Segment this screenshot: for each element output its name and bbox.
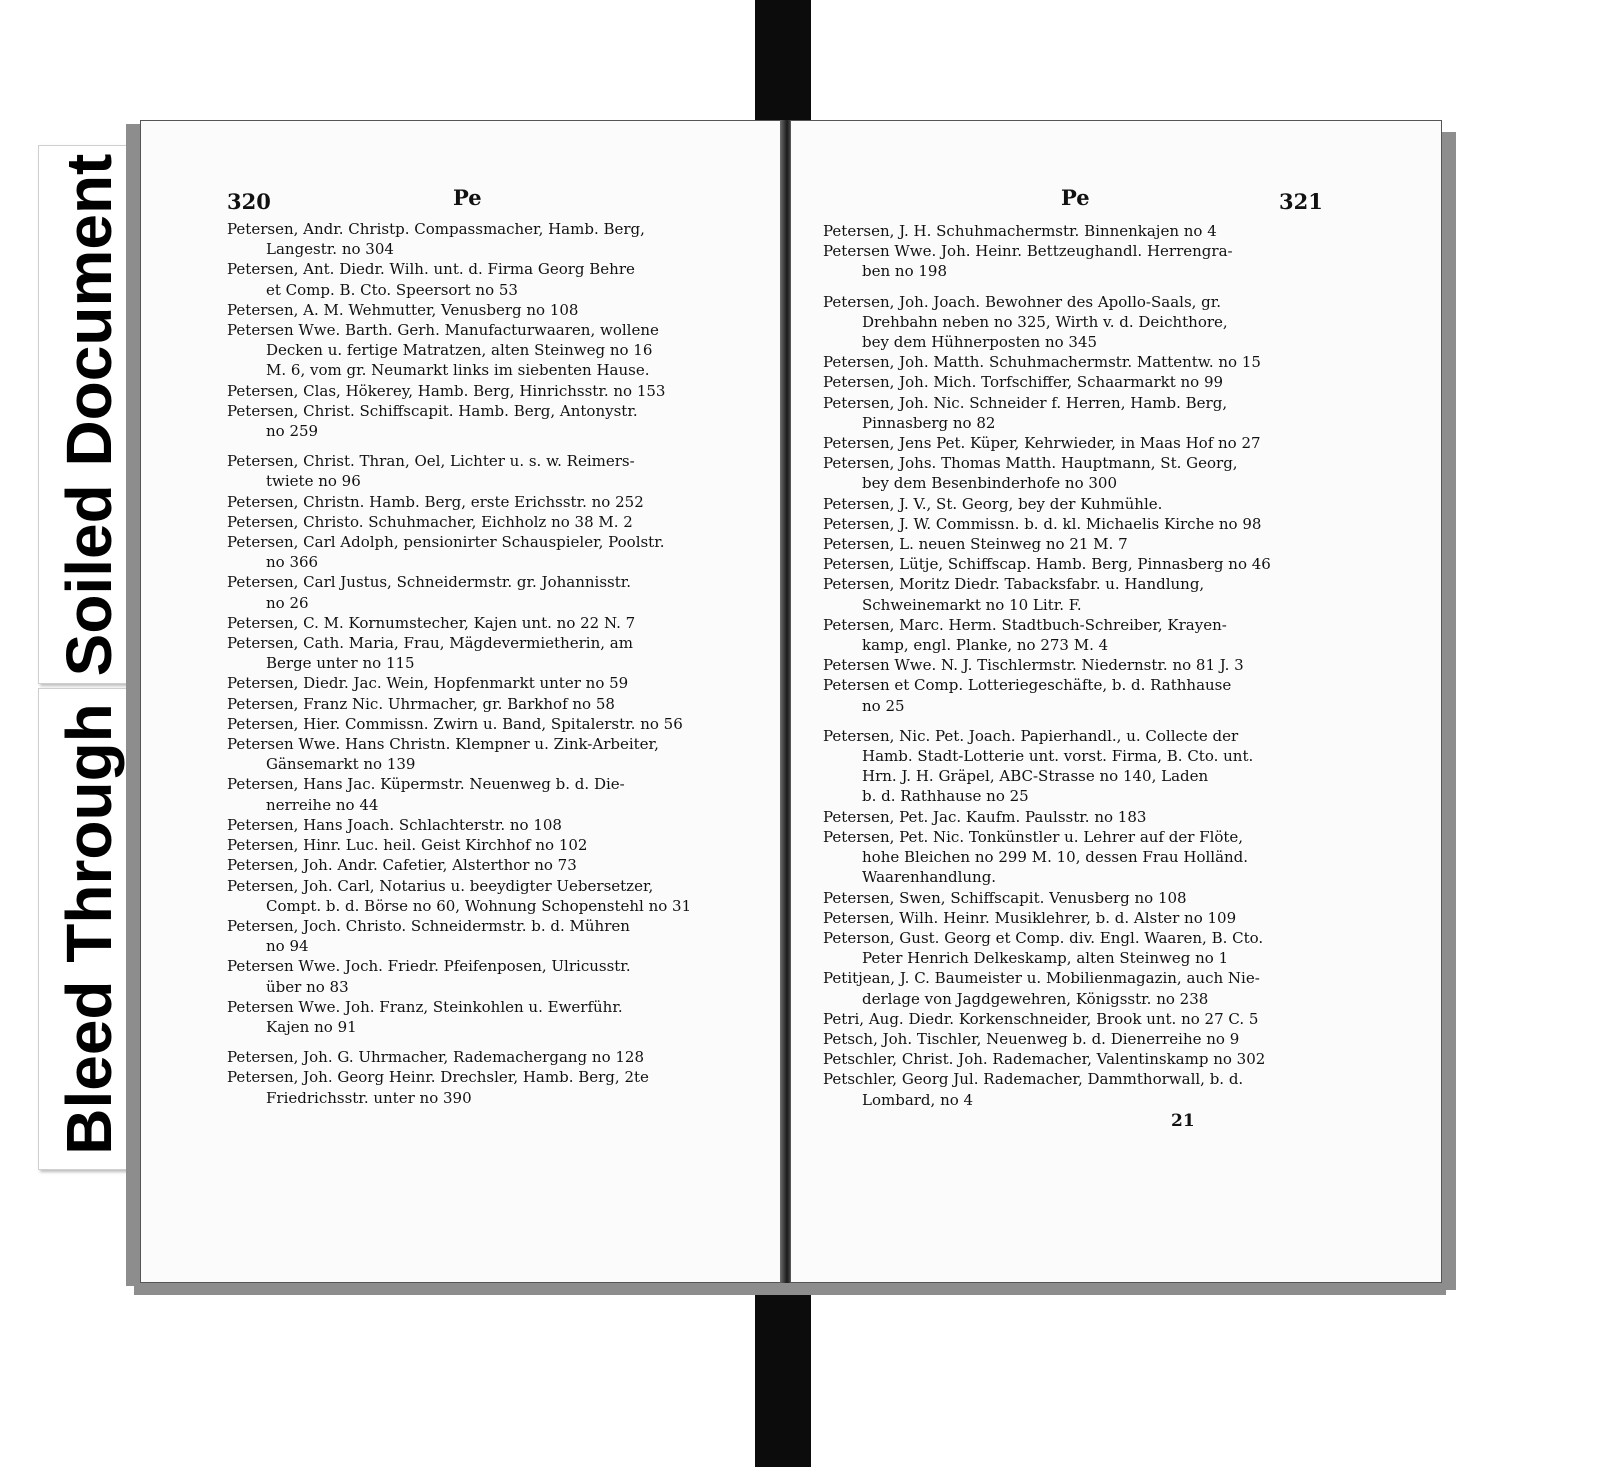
left-page-number: 320 — [227, 189, 271, 214]
directory-entry — [227, 401, 787, 441]
directory-entry — [227, 997, 787, 1037]
soiled-document-label — [38, 145, 140, 684]
entry-text: Petersen, L. neuen Steinweg no 21 M. 7 — [823, 535, 1128, 554]
directory-entry — [227, 855, 787, 875]
directory-entry — [227, 512, 787, 532]
bleed-through-text: Bleed Through — [53, 703, 125, 1155]
directory-entry — [227, 259, 787, 299]
entry-text: Petersen Wwe. Joch. Friedr. Pfeifenposen, Ulricusstr. — [227, 957, 631, 976]
directory-entry — [823, 655, 1391, 675]
bleed-through-label — [38, 688, 140, 1170]
book-bottom-edge — [134, 1283, 1446, 1295]
entry-continuation: Peter Henrich Delkeskamp, alten Steinweg no 1 — [862, 949, 1229, 968]
directory-entry — [227, 219, 787, 259]
directory-entry — [227, 613, 787, 633]
directory-entry — [823, 574, 1391, 614]
directory-entry — [823, 292, 1391, 332]
left-entry-list — [227, 219, 787, 1108]
entry-text: Petersen, J. V., St. Georg, bey der Kuhmühle. — [823, 494, 1163, 513]
entry-continuation: Waarenhandlung. — [862, 868, 997, 887]
entry-text: Petersen, Diedr. Jac. Wein, Hopfenmarkt unter no 59 — [227, 674, 629, 693]
entry-text: Petersen, Joh. Andr. Cafetier, Alsterthor no 73 — [227, 856, 577, 875]
entry-continuation: no 366 — [266, 553, 319, 572]
directory-entry — [227, 633, 787, 673]
entry-text: Petersen Wwe. Joh. Franz, Steinkohlen u. Ewerführ. — [227, 997, 623, 1016]
directory-entry — [823, 888, 1391, 908]
entry-text: Petsch, Joh. Tischler, Neuenweg b. d. Dienerreihe no 9 — [823, 1029, 1240, 1048]
directory-entry — [227, 815, 787, 835]
entry-text: Petersen, Wilh. Heinr. Musiklehrer, b. d. Alster no 109 — [823, 908, 1237, 927]
entry-continuation: Pinnasberg no 82 — [862, 413, 996, 432]
entry-continuation: bey dem Hühnerposten no 345 — [862, 333, 1098, 352]
entry-continuation: Hrn. J. H. Gräpel, ABC-Strasse no 140, Laden — [862, 767, 1209, 786]
entry-text: Petersen, Carl Adolph, pensionirter Schauspieler, Poolstr. — [227, 533, 665, 552]
entry-continuation: Hamb. Stadt-Lotterie unt. vorst. Firma, B. Cto. unt. — [862, 747, 1254, 766]
entry-continuation: Decken u. fertige Matratzen, alten Steinweg no 16 — [266, 341, 653, 360]
entry-continuation: bey dem Besenbinderhofe no 300 — [862, 474, 1118, 493]
entry-text: Petersen, Joh. G. Uhrmacher, Rademachergang no 128 — [227, 1048, 645, 1067]
entry-text: Petri, Aug. Diedr. Korkenschneider, Brook unt. no 27 C. 5 — [823, 1009, 1259, 1028]
directory-entry — [823, 433, 1391, 453]
entry-text: Petersen, Christ. Schiffscapit. Hamb. Berg, Antonystr. — [227, 401, 638, 420]
directory-entry — [227, 1047, 787, 1067]
directory-entry — [227, 381, 787, 401]
bottom-binding-strip — [755, 1290, 811, 1467]
entry-continuation: Lombard, no 4 — [862, 1090, 974, 1109]
entry-text: Petschler, Christ. Joh. Rademacher, Valentinskamp no 302 — [823, 1050, 1266, 1069]
entry-continuation: nerreihe no 44 — [266, 795, 379, 814]
directory-entry — [823, 534, 1391, 554]
entry-continuation: Friedrichsstr. unter no 390 — [266, 1088, 472, 1107]
entry-continuation: Compt. b. d. Börse no 60, Wohnung Schopenstehl no 31 — [266, 896, 692, 915]
entry-text: Petersen, Moritz Diedr. Tabacksfabr. u. Handlung, — [823, 575, 1205, 594]
top-binding-strip — [755, 0, 811, 137]
directory-entry — [823, 615, 1391, 655]
right-footer-number: 21 — [1171, 1111, 1195, 1131]
entry-continuation: Langestr. no 304 — [266, 240, 394, 259]
entry-text: Petersen Wwe. Barth. Gerh. Manufacturwaaren, wollene — [227, 321, 659, 340]
directory-entry — [823, 1049, 1391, 1069]
directory-entry — [823, 827, 1391, 867]
entry-text: Petersen, Andr. Christp. Compassmacher, Hamb. Berg, — [227, 220, 645, 238]
right-section-heading: Pe — [1061, 185, 1090, 210]
directory-entry — [823, 393, 1391, 433]
directory-entry — [227, 694, 787, 714]
directory-entry — [227, 320, 787, 360]
directory-entry — [823, 352, 1391, 372]
directory-entry — [823, 453, 1391, 493]
entry-text: Petersen, J. W. Commissn. b. d. kl. Michaelis Kirche no 98 — [823, 514, 1262, 533]
entry-text: Petersen, Johs. Thomas Matth. Hauptmann, St. Georg, — [823, 454, 1238, 473]
directory-entry — [823, 1069, 1391, 1109]
entry-text: Petersen, C. M. Kornumstecher, Kajen unt. no 22 N. 7 — [227, 613, 636, 632]
entry-continuation: b. d. Rathhause no 25 — [862, 787, 1029, 806]
entry-continuation: no 259 — [266, 422, 319, 441]
entry-continuation: no 25 — [862, 696, 905, 715]
directory-entry — [227, 956, 787, 996]
directory-entry — [823, 332, 1391, 352]
right-page-number: 321 — [1279, 189, 1323, 214]
entry-text: Petersen, Jens Pet. Küper, Kehrwieder, in Maas Hof no 27 — [823, 434, 1261, 453]
directory-entry — [823, 675, 1391, 715]
entry-text: Petersen, Pet. Jac. Kaufm. Paulsstr. no 183 — [823, 807, 1147, 826]
directory-entry — [227, 451, 787, 491]
entry-text: Petersen, Hans Joach. Schlachterstr. no 108 — [227, 815, 562, 834]
entry-text: Petersen, Joh. Joach. Bewohner des Apollo-Saals, gr. — [823, 292, 1222, 311]
entry-text: Petersen, A. M. Wehmutter, Venusberg no 108 — [227, 300, 579, 319]
directory-entry — [227, 360, 787, 380]
directory-entry — [823, 1009, 1391, 1029]
entry-text: Petersen Wwe. Joh. Heinr. Bettzeughandl. Herrengra- — [823, 242, 1233, 261]
entry-text: Petersen, Joh. Georg Heinr. Drechsler, Hamb. Berg, 2te — [227, 1068, 649, 1087]
directory-entry — [823, 867, 1391, 887]
entry-text: Petersen, J. H. Schuhmachermstr. Binnenkajen no 4 — [823, 222, 1217, 240]
directory-entry — [227, 572, 787, 612]
entry-continuation: Schweinemarkt no 10 Litr. F. — [862, 595, 1082, 614]
entry-text: Petersen, Christn. Hamb. Berg, erste Erichsstr. no 252 — [227, 492, 644, 511]
entry-text: Petersen, Marc. Herm. Stadtbuch-Schreiber, Krayen- — [823, 615, 1227, 634]
entry-text: Petersen, Pet. Nic. Tonkünstler u. Lehrer auf der Flöte, — [823, 827, 1244, 846]
entry-continuation: kamp, engl. Planke, no 273 M. 4 — [862, 636, 1109, 655]
directory-entry — [823, 1029, 1391, 1049]
entry-continuation: no 26 — [266, 593, 309, 612]
entry-text: Petersen Wwe. N. J. Tischlermstr. Niedernstr. no 81 J. 3 — [823, 656, 1244, 675]
entry-continuation: über no 83 — [266, 977, 349, 996]
directory-entry — [227, 774, 787, 814]
entry-continuation: Drehbahn neben no 325, Wirth v. d. Deichthore, — [862, 312, 1228, 331]
directory-entry — [823, 968, 1391, 1008]
entry-continuation: et Comp. B. Cto. Speersort no 53 — [266, 280, 518, 299]
entry-text: Petersen, Clas, Hökerey, Hamb. Berg, Hinrichsstr. no 153 — [227, 381, 666, 400]
directory-entry — [227, 876, 787, 916]
directory-entry — [227, 734, 787, 774]
directory-entry — [227, 1067, 787, 1107]
entry-continuation: no 94 — [266, 937, 309, 956]
right-page — [790, 120, 1442, 1283]
entry-text: Petersen, Joh. Mich. Torfschiffer, Schaarmarkt no 99 — [823, 373, 1224, 392]
entry-continuation: Berge unter no 115 — [266, 654, 415, 673]
directory-entry — [823, 554, 1391, 574]
entry-text: Petersen et Comp. Lotteriegeschäfte, b. d. Rathhause — [823, 676, 1232, 695]
right-entry-list — [823, 221, 1391, 1110]
directory-entry — [227, 673, 787, 693]
entry-continuation: ben no 198 — [862, 262, 947, 281]
entry-text: Petersen, Christo. Schuhmacher, Eichholz no 38 M. 2 — [227, 512, 633, 531]
directory-entry — [227, 532, 787, 572]
directory-entry — [823, 928, 1391, 968]
entry-text: Petersen, Hans Jac. Küpermstr. Neuenweg b. d. Die- — [227, 775, 625, 794]
directory-entry — [823, 494, 1391, 514]
entry-text: Petersen, Christ. Thran, Oel, Lichter u. s. w. Reimers- — [227, 452, 635, 471]
directory-entry — [227, 916, 787, 956]
directory-entry — [227, 835, 787, 855]
left-page — [140, 120, 784, 1283]
entry-text: Petersen Wwe. Hans Christn. Klempner u. Zink-Arbeiter, — [227, 735, 659, 754]
book-left-edge — [126, 124, 140, 1286]
soiled-document-text: Soiled Document — [53, 153, 125, 676]
directory-entry — [227, 714, 787, 734]
entry-text: Petersen, Swen, Schiffscapit. Venusberg no 108 — [823, 888, 1187, 907]
entry-continuation: derlage von Jagdgewehren, Königsstr. no 238 — [862, 989, 1209, 1008]
open-book — [126, 120, 1456, 1295]
entry-text: Petitjean, J. C. Baumeister u. Mobilienmagazin, auch Nie- — [823, 969, 1260, 988]
entry-text: Petersen, Carl Justus, Schneidermstr. gr. Johannisstr. — [227, 573, 632, 592]
directory-entry — [823, 221, 1391, 241]
directory-entry — [823, 726, 1391, 766]
entry-continuation: hohe Bleichen no 299 M. 10, dessen Frau Holländ. — [862, 848, 1249, 867]
entry-continuation: Gänsemarkt no 139 — [266, 755, 416, 774]
directory-entry — [227, 300, 787, 320]
entry-text: Petersen, Hinr. Luc. heil. Geist Kirchhof no 102 — [227, 836, 588, 855]
entry-continuation: M. 6, vom gr. Neumarkt links im siebenten Hause. — [266, 361, 650, 380]
entry-text: Petersen, Nic. Pet. Joach. Papierhandl., u. Collecte der — [823, 726, 1239, 745]
directory-entry — [823, 786, 1391, 806]
left-section-heading: Pe — [453, 185, 482, 210]
entry-text: Petersen, Cath. Maria, Frau, Mägdevermietherin, am — [227, 634, 633, 653]
directory-entry — [823, 372, 1391, 392]
entry-text: Petschler, Georg Jul. Rademacher, Dammthorwall, b. d. — [823, 1070, 1244, 1089]
entry-text: Petersen, Hier. Commissn. Zwirn u. Band, Spitalerstr. no 56 — [227, 714, 683, 733]
directory-entry — [823, 514, 1391, 534]
entry-text: Petersen, Franz Nic. Uhrmacher, gr. Barkhof no 58 — [227, 694, 615, 713]
directory-entry — [823, 241, 1391, 281]
entry-text: Petersen, Joh. Carl, Notarius u. beeydigter Uebersetzer, — [227, 876, 654, 895]
directory-entry — [823, 908, 1391, 928]
entry-text: Petersen, Joh. Nic. Schneider f. Herren, Hamb. Berg, — [823, 393, 1228, 412]
entry-continuation: twiete no 96 — [266, 472, 361, 491]
entry-continuation: Kajen no 91 — [266, 1017, 357, 1036]
entry-text: Petersen, Joch. Christo. Schneidermstr. b. d. Mühren — [227, 916, 630, 935]
entry-text: Petersen, Joh. Matth. Schuhmachermstr. Mattentw. no 15 — [823, 353, 1261, 372]
directory-entry — [823, 766, 1391, 786]
book-right-edge — [1442, 132, 1456, 1290]
entry-text: Petersen, Ant. Diedr. Wilh. unt. d. Firma Georg Behre — [227, 260, 635, 279]
entry-text: Petersen, Lütje, Schiffscap. Hamb. Berg, Pinnasberg no 46 — [823, 555, 1271, 574]
directory-entry — [823, 807, 1391, 827]
entry-text: Peterson, Gust. Georg et Comp. div. Engl. Waaren, B. Cto. — [823, 928, 1264, 947]
directory-entry — [227, 492, 787, 512]
